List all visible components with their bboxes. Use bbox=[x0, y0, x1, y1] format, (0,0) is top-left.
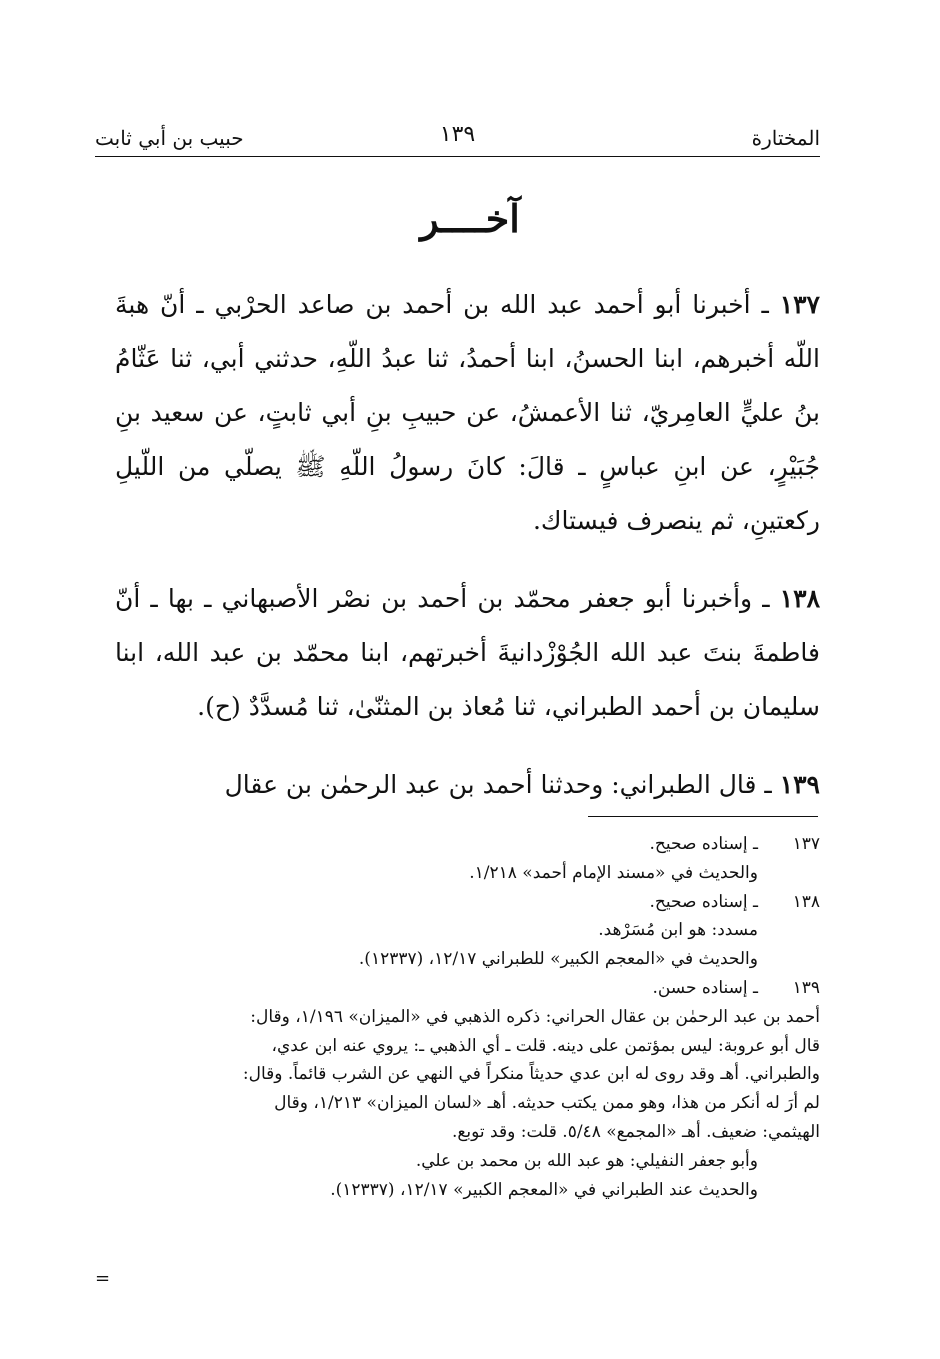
hadith-number: ١٣٨ bbox=[779, 584, 821, 613]
footnote-text: ـ إسناده صحيح. bbox=[649, 834, 758, 854]
chapter-title: حبيب بن أبي ثابت bbox=[95, 126, 244, 150]
hadith-138 bbox=[115, 572, 820, 734]
hadith-number: ١٣٩ bbox=[779, 770, 820, 799]
footnote-line: والحديث في «مسند الإمام أحمد» ١/٢١٨. bbox=[469, 862, 758, 883]
footnote-line: وأبو جعفر النفيلي: هو عبد الله بن محمد بن علي. bbox=[415, 1150, 758, 1171]
hadith-text: ـ أخبرنا أبو أحمد عبد الله بن أحمد بن صاعد الحرْبي ـ أنّ هبةَ اللّه أخبرهم، ابنا الحسنُ، ابنا أحمدُ، ثنا عبدُ اللّهِ، حدثني أبي، ثنا عَثّامُ بنُ عليٍّ العامِريّ، ثنا الأعمشُ، عن حبيبِ بنِ أبي ثابتٍ، عن سعيد بنِ جُبَيْرٍ، عن ابنِ عباسٍ ـ قالَ: كانَ رسولُ اللّهِ ﷺ يصلّي من اللّيلِ ركعتينِ، ثم ينصرف فيستاك. bbox=[115, 290, 820, 535]
footnote-line: مسدد: هو ابن مُسَرْهد. bbox=[598, 920, 758, 941]
main-text bbox=[115, 278, 820, 836]
footnote-line: قال أبو عروبة: ليس بمؤتمن على دينه. قلت ـ أي الذهبي ـ: يروي عنه ابن عدي، bbox=[271, 1035, 820, 1056]
running-header bbox=[95, 120, 820, 157]
footnote-line: والحديث عند الطبراني في «المعجم الكبير» ١٢/١٧، (١٢٣٣٧). bbox=[330, 1179, 758, 1200]
footnotes bbox=[105, 830, 820, 1204]
footnote-number: ١٣٨ bbox=[792, 891, 820, 912]
footnote-line: أحمد بن عبد الرحمٰن بن عقال الحراني: ذكره الذهبي في «الميزان» ١/١٩٦، وقال: bbox=[250, 1006, 820, 1027]
footnote-divider bbox=[588, 816, 818, 817]
footnote-number: ١٣٧ bbox=[792, 834, 820, 854]
footnote-line: الهيثمي: ضعيف. أهـ «المجمع» ٥/٤٨. قلت: وقد توبع. bbox=[451, 1121, 820, 1142]
footnote-137-head bbox=[105, 830, 820, 859]
footnote-139-head bbox=[105, 974, 820, 1003]
book-title: المختارة bbox=[751, 126, 820, 150]
hadith-137 bbox=[115, 278, 820, 548]
hadith-text: ـ قال الطبراني: وحدثنا أحمد بن عبد الرحمٰن بن عقال bbox=[224, 770, 772, 799]
page-number: ١٣٩ bbox=[439, 122, 476, 147]
hadith-text: ـ وأخبرنا أبو جعفر محمّد بن أحمد بن نصْر الأصبهاني ـ بها ـ أنّ فاطمةَ بنتَ عبد الله الجُوْزْدانيةَ أخبرتهم، ابنا محمّد بن عبد الله، ابنا سليمان بن أحمد الطبراني، ثنا مُعاذ بن المثنّىٰ، ثنا مُسدَّدٌ (ح). bbox=[115, 584, 820, 721]
continuation-mark: = bbox=[95, 1268, 111, 1289]
footnote-line: والحديث في «المعجم الكبير» للطبراني ١٢/١٧، (١٢٣٣٧). bbox=[358, 949, 758, 970]
footnote-text: ـ إسناده حسن. bbox=[652, 977, 758, 998]
footnote-number: ١٣٩ bbox=[792, 977, 820, 998]
hadith-139 bbox=[115, 758, 820, 812]
footnote-text: ـ إسناده صحيح. bbox=[649, 891, 758, 912]
footnote-138-head bbox=[105, 888, 820, 917]
footnote-line: والطبراني. أهـ وقد روى له ابن عدي حديثاً منكراً في النهي عن الشرب قائماً. وقال: bbox=[242, 1064, 820, 1085]
hadith-number: ١٣٧ bbox=[779, 290, 820, 319]
section-title: آخــــر bbox=[420, 196, 520, 241]
footnote-line: لم أرَ له أنكر من هذا، وهو ممن يكتب حديثه. أهـ «لسان الميزان» ١/٢١٣، وقال bbox=[274, 1093, 820, 1114]
